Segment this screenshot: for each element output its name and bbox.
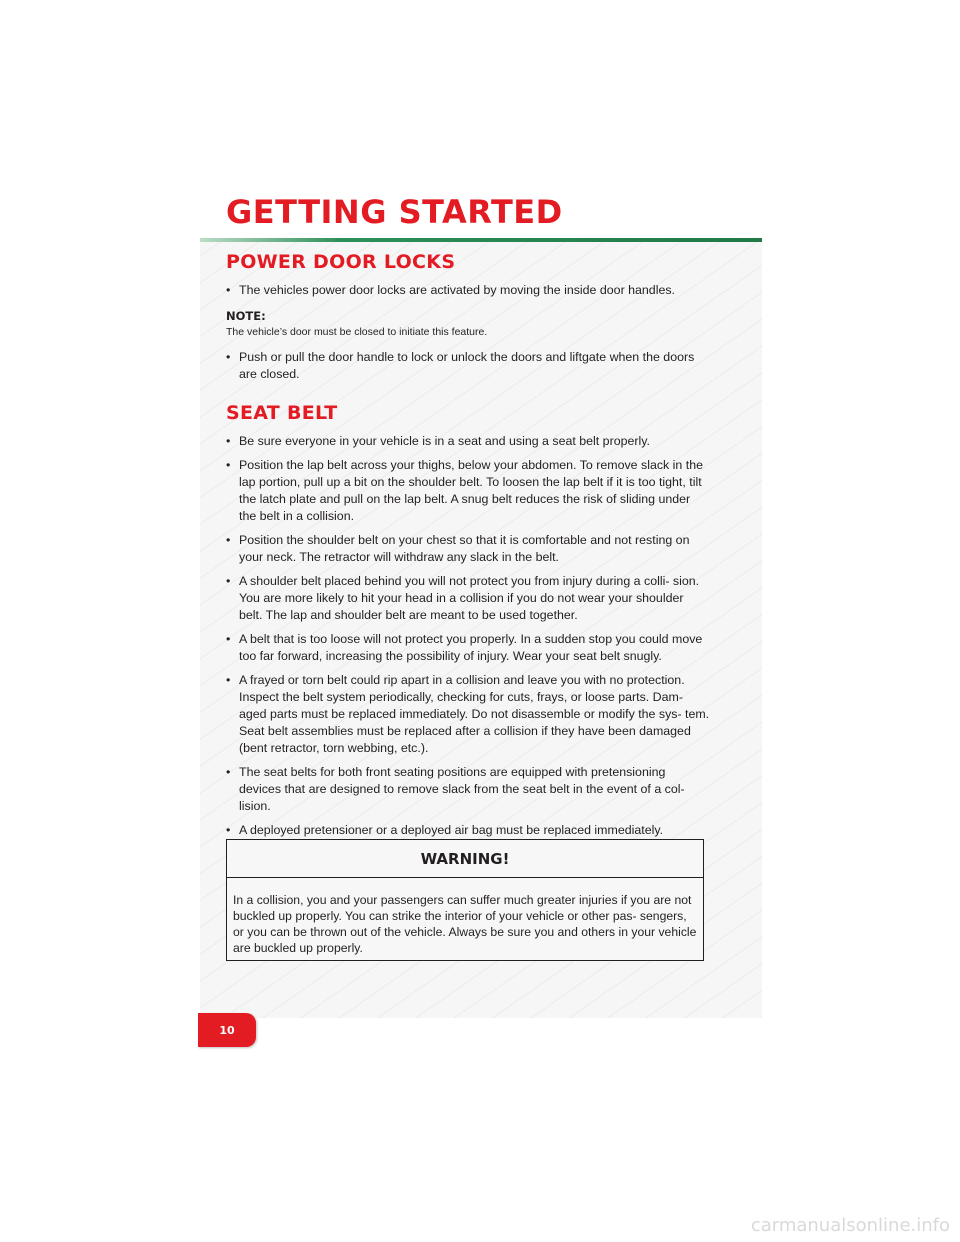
list-item: • A shoulder belt placed behind you will not protect you from injury during a colli- sion. You are more likely to hit your head in a collision if you do not wear your shoulder belt. The lap and shoulder belt are meant to be used together. — [226, 573, 710, 624]
list-item: • Position the shoulder belt on your chest so that it is comfortable and not resting on your neck. The retractor will withdraw any slack in the belt. — [226, 532, 710, 566]
list-item: • Position the lap belt across your thighs, below your abdomen. To remove slack in the lap portion, pull up a bit on the shoulder belt. To loosen the lap belt if it is too tight, tilt the latch plate and pull on the lap belt. A snug belt reduces the risk of sliding under the belt in a collision. — [226, 457, 710, 525]
chapter-title: GETTING STARTED — [226, 193, 563, 231]
list-item: • A deployed pretensioner or a deployed air bag must be replaced immediately. — [226, 822, 710, 839]
page-number: 10 — [219, 1023, 235, 1037]
list-item: • Push or pull the door handle to lock or unlock the doors and liftgate when the doors are closed. — [226, 349, 710, 383]
chapter-rule — [200, 238, 762, 242]
power-door-locks-list — [226, 282, 710, 299]
warning-box — [226, 839, 704, 961]
note-text: The vehicle’s door must be closed to initiate this feature. — [226, 325, 488, 338]
page-content — [226, 252, 710, 846]
seat-belt-list — [226, 433, 710, 839]
list-item: • Be sure everyone in your vehicle is in a seat and using a seat belt properly. — [226, 433, 710, 450]
list-item: • A frayed or torn belt could rip apart in a collision and leave you with no protection. Inspect the belt system periodically, checking for cuts, frays, or loose parts. Dam- aged parts must be replaced immediately. Do not disassemble or modify the sys- tem. Seat belt assemblies must be replaced after a collision if they have been damaged (bent retractor, torn webbing, etc.). — [226, 672, 710, 757]
warning-divider — [227, 877, 703, 878]
note-label: NOTE: — [226, 308, 266, 323]
power-door-locks-list-2 — [226, 349, 710, 383]
section-title-seat-belt: SEAT BELT — [226, 401, 338, 424]
section-title-power-door-locks: POWER DOOR LOCKS — [226, 251, 456, 273]
watermark: carmanualsonline.info — [750, 1215, 950, 1236]
warning-title: WARNING! — [420, 850, 510, 868]
list-item: • The seat belts for both front seating positions are equipped with pretensioning devices that are designed to remove slack from the seat belt in the event of a col- lision. — [226, 764, 710, 815]
page-number-tab — [198, 1013, 256, 1047]
warning-text: In a collision, you and your passengers can suffer much greater injuries if you are not buckled up properly. You can strike the interior of your vehicle or other pas- sengers, or you can be thrown out of the vehicle. Always be sure you and others in your vehicle are buckled up properly. — [233, 893, 697, 955]
list-item: • The vehicles power door locks are activated by moving the inside door handles. — [226, 282, 710, 299]
list-item: • A belt that is too loose will not protect you properly. In a sudden stop you could move too far forward, increasing the possibility of injury. Wear your seat belt snugly. — [226, 631, 710, 665]
